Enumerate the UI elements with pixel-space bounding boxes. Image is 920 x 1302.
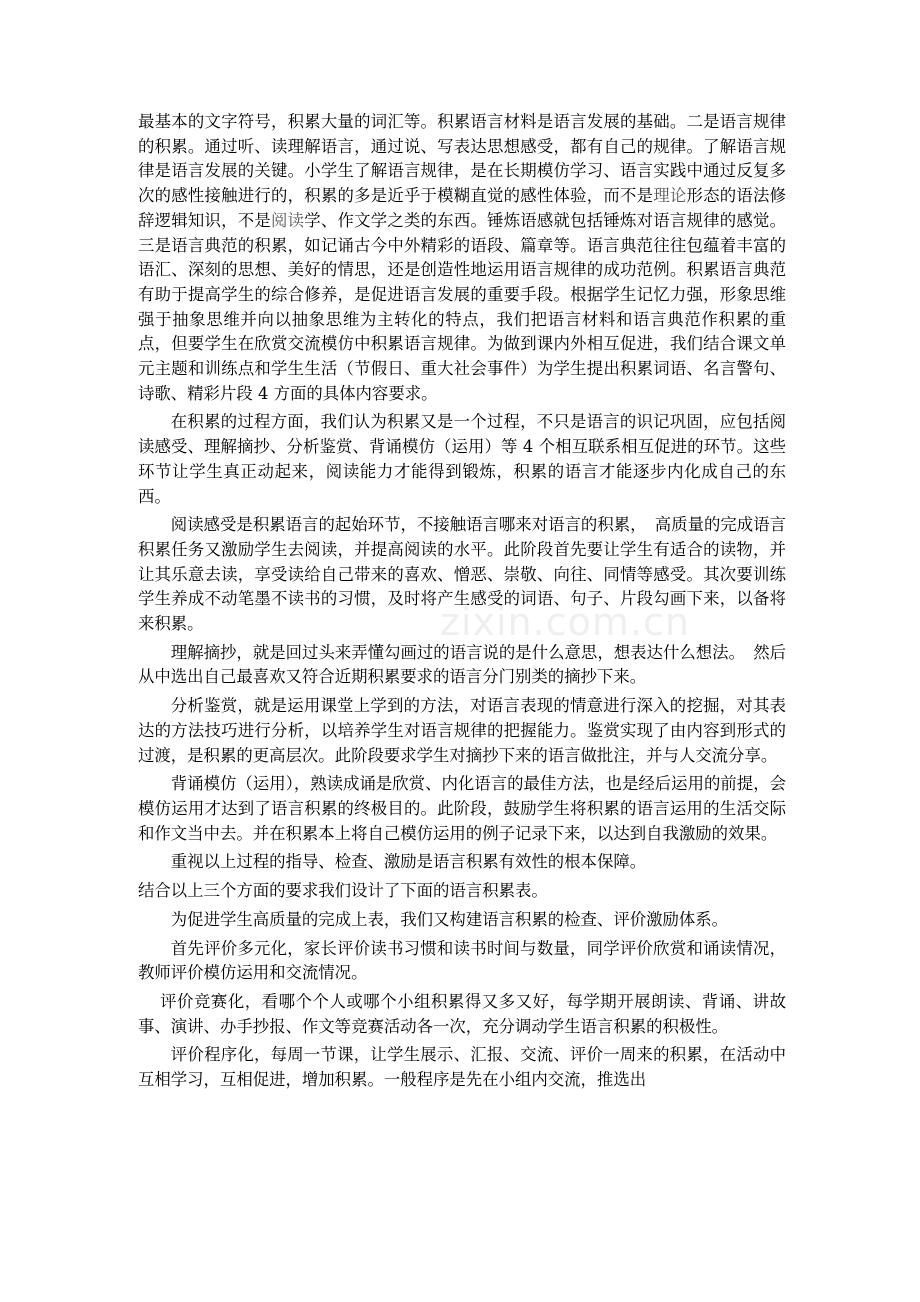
paragraph bbox=[138, 1043, 786, 1092]
text-run: 评价竞赛化，看哪个个人或哪个小组积累得又多又好，每学期开展朗读、背诵、讲故事、演讲、办手抄报、作文等竞赛活动各一次，充分调动学生语言积累的积极性。 bbox=[138, 991, 786, 1036]
paragraph bbox=[138, 641, 786, 690]
text-run: 背诵模仿（运用），熟读成诵是欣赏、内化语言的最佳方法，也是经后运用的前提，会模仿运用才达到了语言积累的终极目的。此阶段，鼓励学生将积累的语言运用的生活交际和作文当中去。并在积累本上将自己模仿运用的例子记录下来，以达到自我激励的效果。 bbox=[138, 774, 786, 843]
paragraph bbox=[138, 694, 786, 768]
paragraph bbox=[138, 908, 786, 933]
paragraph bbox=[138, 850, 786, 875]
text-run: 最基本的文字符号，积累大量的词汇等。积累语言材料是语言发展的基础。二是语言规律的积累。通过听、读理解语言，通过说、写表达思想感受，都有自己的规律。了解语言规律是语言发展的关键。小学生了解语言规律，是在长期模仿学习、语言实践中通过反复多次的感性接触进行的，积累的多是近乎于模糊直觉的感性体验，而不是 bbox=[138, 112, 786, 206]
paragraph bbox=[138, 410, 786, 509]
text-run: 结合以上三个方面的要求我们设计了下面的语言积累表。 bbox=[138, 881, 548, 901]
text-run: 为促进学生高质量的完成上表，我们又构建语言积累的检查、评价激励体系。 bbox=[170, 909, 729, 929]
text-run: 重视以上过程的指导、检查、激励是语言积累有效性的根本保障。 bbox=[170, 852, 647, 872]
watermark: zixin.com.cn bbox=[440, 600, 690, 644]
text-run: 形态的语法修辞逻辑知识，不是 bbox=[138, 186, 787, 230]
paragraph bbox=[138, 772, 786, 846]
text-run: 分析鉴赏，就是运用课堂上学到的方法，对语言表现的情意进行深入的挖掘，对其表达的方法技巧进行分析，以培养学生对语言规律的把握能力。鉴赏实现了由内容到形式的过渡，是积累的更高层次。此阶段要求学生对摘抄下来的语言做批注，并与人交流分享。 bbox=[138, 696, 786, 765]
text-run: 评价程序化，每周一节课，让学生展示、汇报、交流、评价一周来的积累，在活动中互相学习，互相促进，增加积累。一般程序是先在小组内交流，推选出 bbox=[138, 1045, 786, 1090]
paragraph bbox=[138, 110, 786, 406]
text-run: 首先评价多元化，家长评价读书习惯和读书时间与数量，同学评价欣赏和诵读情况，教师评价模仿运用和交流情况。 bbox=[138, 938, 786, 983]
text-run: 阅读感受是积累语言的起始环节，不接触语言哪来对语言的积累， 高质量的完成语言积累任务又激励学生去阅读，并提高阅读的水平。此阶段首先要让学生有适合的读物，并让其乐意去读，享受读给自己带来的喜欢、憎恶、崇敬、向往、同情等感受。其次要训练学生养成不动笔墨不读书的习惯，及时将产生感受的词语、句子、片段勾画下来，以备将来积累。 bbox=[138, 515, 786, 634]
paragraph bbox=[138, 879, 786, 904]
text-run: 在积累的过程方面，我们认为积累又是一个过程，不只是语言的识记巩固，应包括阅读感受、理解摘抄、分析鉴赏、背诵模仿（运用）等 4 个相互联系相互促进的环节。这些环节让学生真正动起来，阅读能力才能得到锻炼，积累的语言才能逐步内化成自己的东西。 bbox=[138, 412, 786, 506]
text-run: 学、作文学之类的东西。锤炼语感就包括锤炼对语言规律的感觉。三是语言典范的积累，如记诵古今中外精彩的语段、篇章等。语言典范往往包蕴着丰富的语汇、深刻的思想、美好的情思，还是创造性地运用语言规律的成功范例。积累语言典范有助于提高学生的综合修养，是促进语言发展的重要手段。根据学生记忆力强，形象思维强于抽象思维并向以抽象思维为主转化的特点，我们把语言材料和语言典范作积累的重点，但要学生在欣赏交流模仿中积累语言规律。为做到课内外相互促进，我们结合课文单元主题和训练点和学生生活（节假日、重大社会事件）为学生提出积累词语、名言警句、诗歌、精彩片段 4 方面的具体内容要求。 bbox=[138, 210, 787, 403]
document-body bbox=[138, 110, 786, 1093]
paragraph bbox=[138, 937, 786, 986]
paragraph bbox=[138, 990, 786, 1039]
inline-link[interactable]: 理论 bbox=[653, 186, 687, 206]
inline-link[interactable]: 阅读 bbox=[270, 210, 305, 230]
text-run: 理解摘抄，就是回过头来弄懂勾画过的语言说的是什么意思，想表达什么想法。 然后从中选出自己最喜欢又符合近期积累要求的语言分门别类的摘抄下来。 bbox=[138, 642, 786, 687]
paragraph bbox=[138, 513, 786, 637]
